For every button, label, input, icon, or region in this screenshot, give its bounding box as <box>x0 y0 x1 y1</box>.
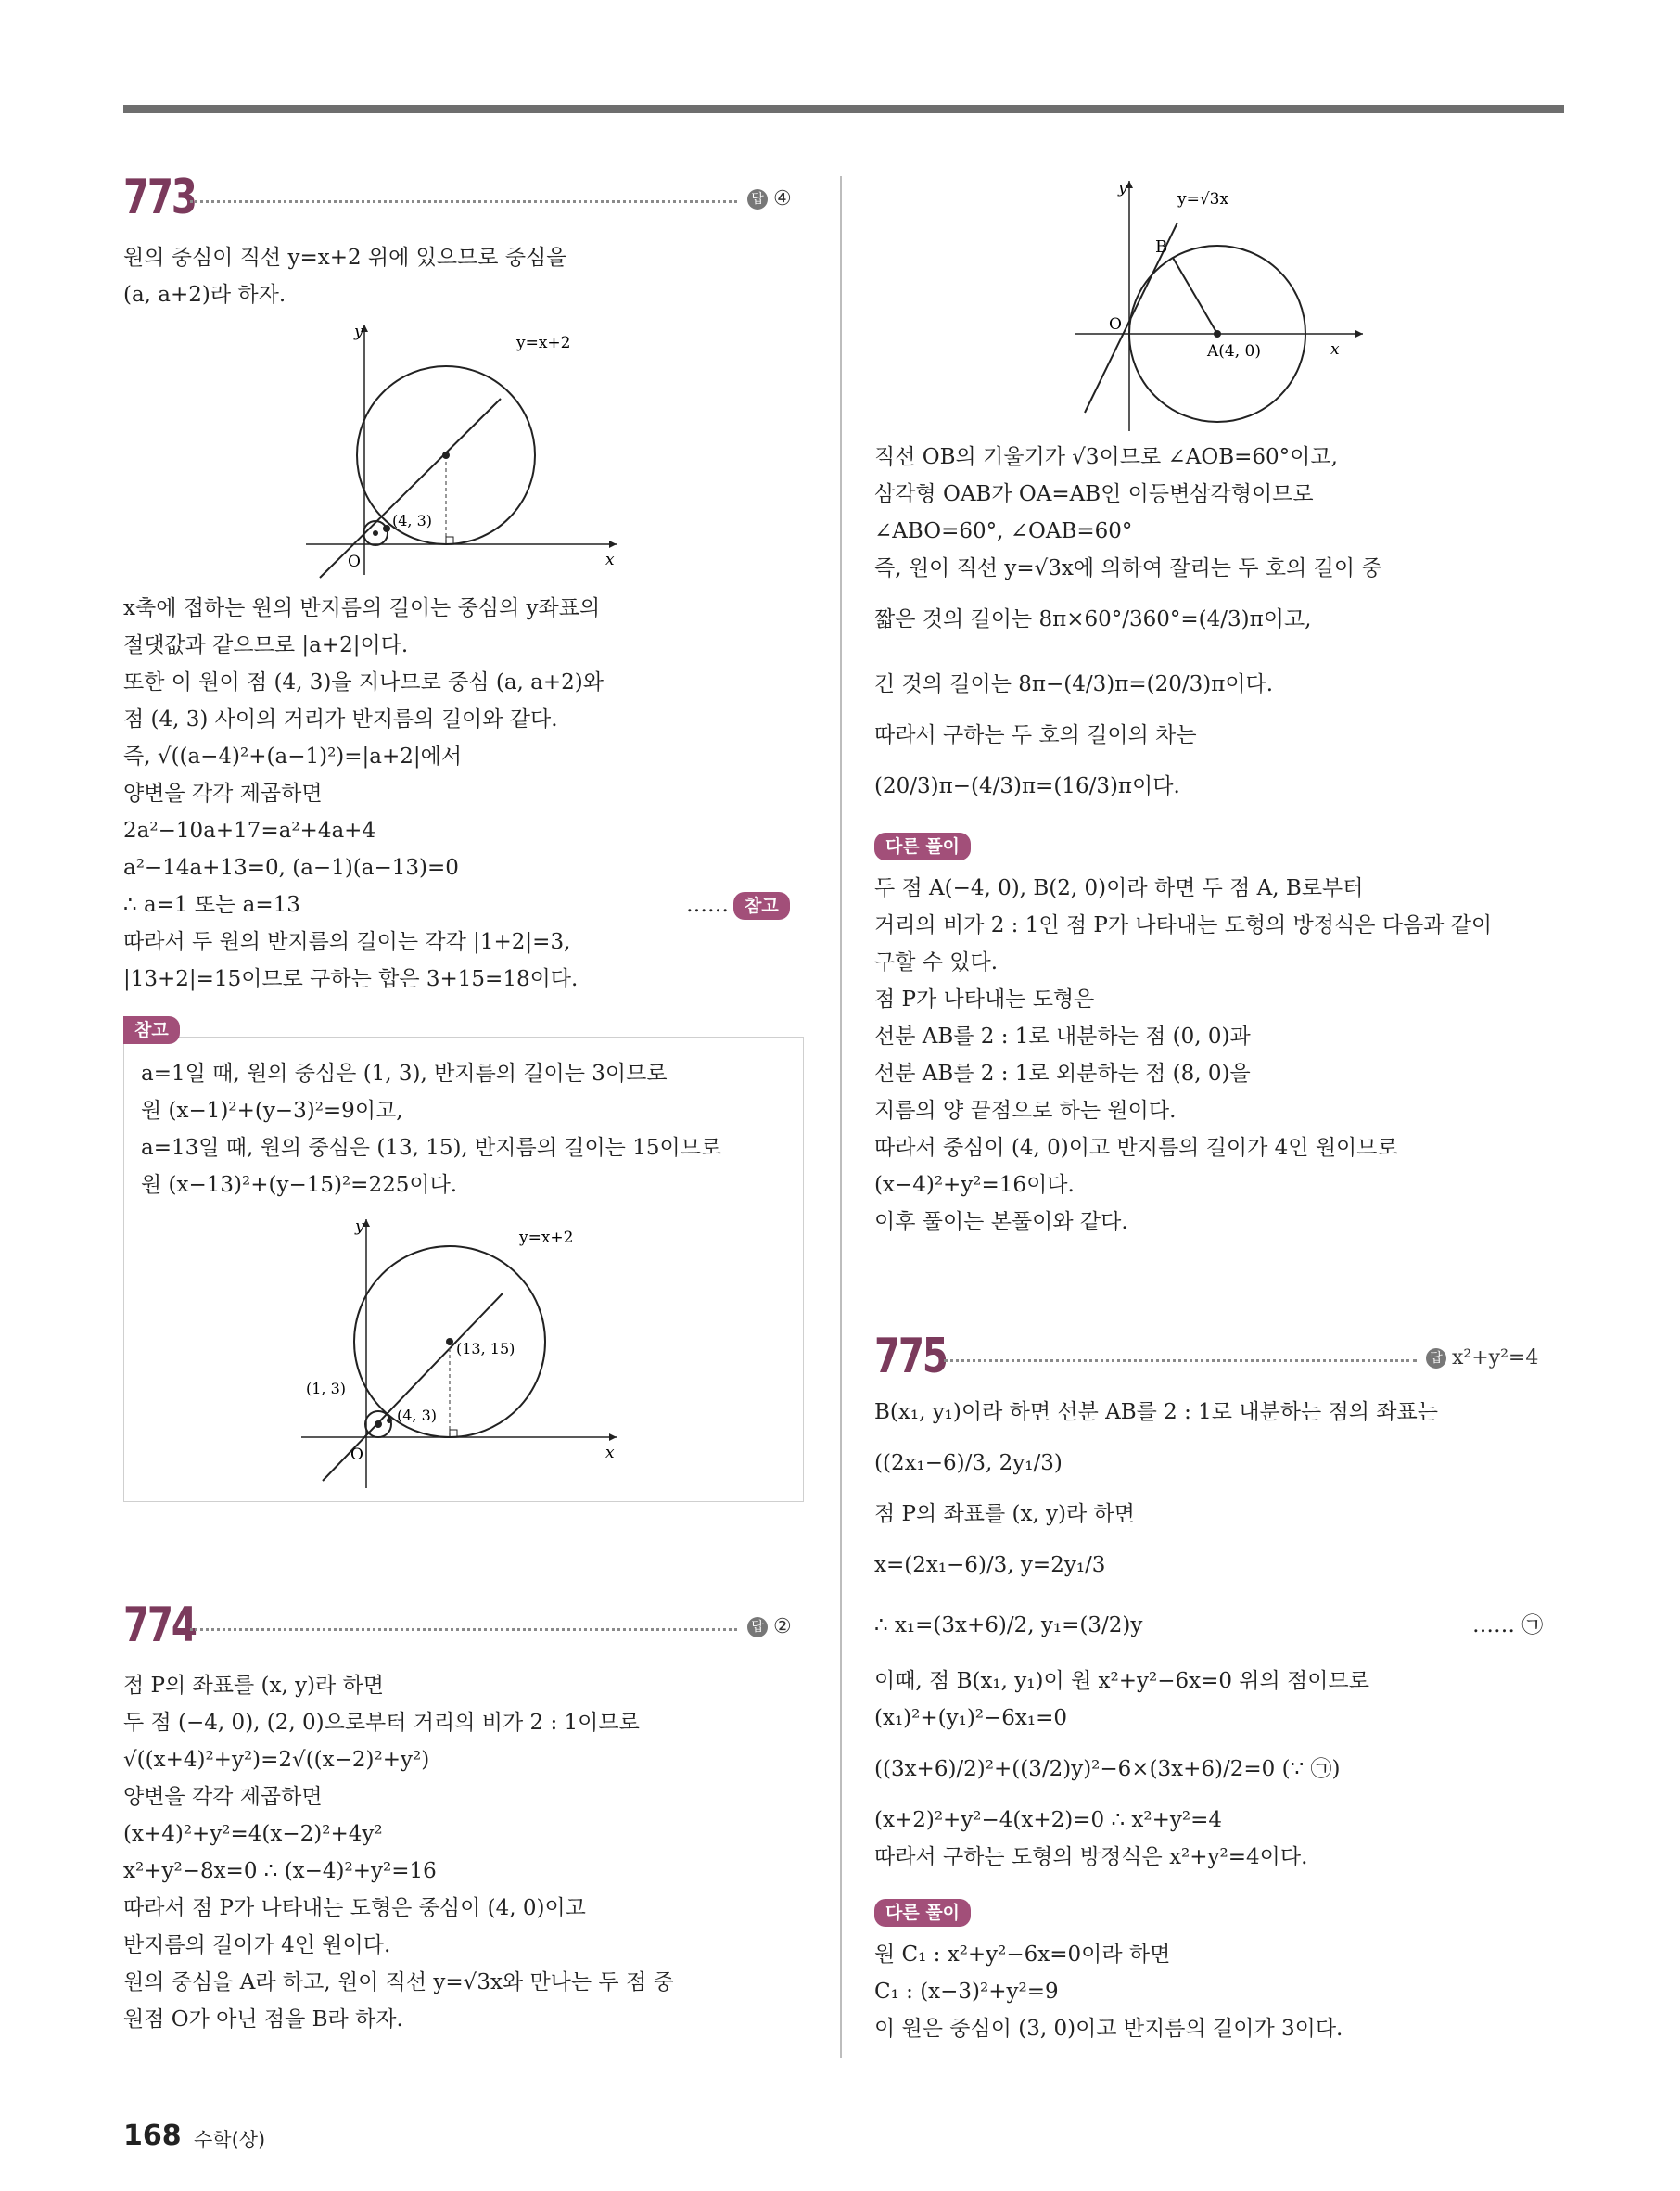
text-line: 선분 AB를 2 : 1로 내분하는 점 (0, 0)과 <box>874 1025 1251 1049</box>
text-line: 지름의 양 끝점으로 하는 원이다. <box>874 1099 1177 1123</box>
note-line: a=13일 때, 원의 중심은 (13, 15), 반지름의 길이는 15이므로 <box>141 1136 722 1160</box>
text-line: 이 원은 중심이 (3, 0)이고 반지름의 길이가 3이다. <box>874 2017 1343 2041</box>
problem-775-leader <box>944 1359 1417 1362</box>
text-line: 두 점 A(−4, 0), B(2, 0)이라 하면 두 점 A, B로부터 <box>874 876 1364 900</box>
x-axis-label: x <box>605 551 615 569</box>
point-a-label: A(4, 0) <box>1207 342 1261 361</box>
text-line: 2a²−10a+17=a²+4a+4 <box>123 819 376 843</box>
problem-773-leader <box>190 200 737 203</box>
text-line: x²+y²−8x=0 ∴ (x−4)²+y²=16 <box>123 1859 437 1883</box>
text-line: 즉, √((a−4)²+(a−1)²)=|a+2|에서 <box>123 745 463 769</box>
text-line: x=(2x₁−6)/3, y=2y₁/3 <box>874 1553 1106 1577</box>
text-line: (20/3)π−(4/3)π=(16/3)π이다. <box>874 774 1180 798</box>
text-line: ∴ x₁=(3x+6)/2, y₁=(3/2)y <box>874 1613 1143 1637</box>
text-line: 원의 중심이 직선 y=x+2 위에 있으므로 중심을 <box>123 246 567 270</box>
text-line: (x₁)²+(y₁)²−6x₁=0 <box>874 1706 1068 1730</box>
line-label: y=√3x <box>1177 190 1229 209</box>
origin-label: O <box>348 553 361 571</box>
problem-775-number: 775 <box>874 1329 947 1384</box>
text-line: ((3x+6)/2)²+((3/2)y)²−6×(3x+6)/2=0 (∵ ㉠) <box>874 1757 1341 1781</box>
answer-mark-icon: 답 <box>1426 1348 1446 1369</box>
text-line: 직선 OB의 기울기가 √3이므로 ∠AOB=60°이고, <box>874 445 1338 469</box>
big-center-label: (13, 15) <box>456 1340 515 1357</box>
point-label: (4, 3) <box>392 512 433 529</box>
text-line: x축에 접하는 원의 반지름의 길이는 중심의 y좌표의 <box>123 596 601 620</box>
page-number: 168 <box>123 2120 182 2152</box>
text-line: 긴 것의 길이는 8π−(4/3)π=(20/3)π이다. <box>874 672 1274 696</box>
answer-value: x²+y²=4 <box>1452 1346 1539 1369</box>
eq-mark: …… ㉠ <box>1472 1613 1544 1637</box>
small-center-label: (1, 3) <box>306 1380 347 1397</box>
origin-label: O <box>1109 315 1122 334</box>
answer-mark-icon: 답 <box>747 189 768 210</box>
text-line: 이때, 점 B(x₁, y₁)이 원 x²+y²−6x=0 위의 점이므로 <box>874 1669 1369 1693</box>
problem-773-answer <box>747 187 792 210</box>
text-line: ∠ABO=60°, ∠OAB=60° <box>874 519 1133 543</box>
text-line: 점 P가 나타내는 도형은 <box>874 987 1095 1012</box>
text-line: (x+2)²+y²−4(x+2)=0 ∴ x²+y²=4 <box>874 1808 1222 1832</box>
text-line: ∴ a=1 또는 a=13 <box>123 893 300 917</box>
text-line: (x+4)²+y²=4(x−2)²+4y² <box>123 1822 383 1846</box>
alt-solution-tag: 다른 풀이 <box>874 1899 971 1927</box>
note-line: 원 (x−1)²+(y−3)²=9이고, <box>141 1099 403 1123</box>
line-label: y=x+2 <box>519 1229 574 1247</box>
ref-tag: 참고 <box>733 892 790 920</box>
text-line: 양변을 각각 제곱하면 <box>123 1785 323 1809</box>
text-line: 따라서 구하는 도형의 방정식은 x²+y²=4이다. <box>874 1845 1308 1869</box>
text-line: B(x₁, y₁)이라 하면 선분 AB를 2 : 1로 내분하는 점의 좌표는 <box>874 1400 1438 1424</box>
x-axis-label: x <box>605 1444 615 1462</box>
alt-solution-tag: 다른 풀이 <box>874 833 971 860</box>
text-line: 점 P의 좌표를 (x, y)라 하면 <box>123 1674 384 1698</box>
note-line: a=1일 때, 원의 중심은 (1, 3), 반지름의 길이는 3이므로 <box>141 1062 668 1086</box>
answer-value: ② <box>773 1615 792 1638</box>
text-line: 따라서 점 P가 나타내는 도형은 중심이 (4, 0)이고 <box>123 1896 586 1920</box>
text-line: 선분 AB를 2 : 1로 외분하는 점 (8, 0)을 <box>874 1062 1251 1086</box>
text-line: 원 C₁ : x²+y²−6x=0이라 하면 <box>874 1943 1171 1967</box>
text-line: 이후 풀이는 본풀이와 같다. <box>874 1210 1128 1234</box>
answer-mark-icon: 답 <box>747 1617 768 1637</box>
text-line: 따라서 두 원의 반지름의 길이는 각각 |1+2|=3, <box>123 930 571 954</box>
text-line: C₁ : (x−3)²+y²=9 <box>874 1980 1059 2004</box>
text-line: 거리의 비가 2 : 1인 점 P가 나타내는 도형의 방정식은 다음과 같이 <box>874 913 1493 937</box>
text-line: ((2x₁−6)/3, 2y₁/3) <box>874 1451 1063 1475</box>
text-line: 즉, 원이 직선 y=√3x에 의하여 잘리는 두 호의 길이 중 <box>874 556 1382 580</box>
text-line: 짧은 것의 길이는 8π×60°/360°=(4/3)π이고, <box>874 607 1312 631</box>
book-title: 수학(상) <box>194 2129 266 2151</box>
figure-773 <box>301 320 626 580</box>
text-line: √((x+4)²+y²)=2√((x−2)²+y²) <box>123 1748 430 1772</box>
text-line: 따라서 구하는 두 호의 길이의 차는 <box>874 723 1197 747</box>
text-line: 원점 O가 아닌 점을 B라 하자. <box>123 2007 403 2032</box>
y-axis-label: y <box>1118 179 1127 197</box>
y-axis-label: y <box>354 323 363 341</box>
note-line: 원 (x−13)²+(y−15)²=225이다. <box>141 1173 458 1197</box>
text-line: 반지름의 길이가 4인 원이다. <box>123 1933 391 1957</box>
text-line: 점 (4, 3) 사이의 거리가 반지름의 길이와 같다. <box>123 707 558 732</box>
point-label: (4, 3) <box>397 1407 438 1424</box>
line-label: y=x+2 <box>516 334 571 352</box>
text-line: (x−4)²+y²=16이다. <box>874 1173 1075 1197</box>
top-rule <box>123 105 1564 113</box>
text-line: 원의 중심을 A라 하고, 원이 직선 y=√3x와 만나는 두 점 중 <box>123 1970 674 1994</box>
text-line: a²−14a+13=0, (a−1)(a−13)=0 <box>123 856 459 880</box>
ref-dots: …… <box>686 893 729 917</box>
problem-773-number: 773 <box>123 170 196 225</box>
text-line: 두 점 (−4, 0), (2, 0)으로부터 거리의 비가 2 : 1이므로 <box>123 1711 640 1735</box>
figure-774 <box>1066 176 1372 436</box>
text-line: 절댓값과 같으므로 |a+2|이다. <box>123 633 409 657</box>
problem-774-number: 774 <box>123 1598 196 1653</box>
text-line: 삼각형 OAB가 OA=AB인 이등변삼각형이므로 <box>874 482 1314 506</box>
problem-774-answer <box>747 1615 792 1638</box>
point-b-label: B <box>1155 237 1168 257</box>
problem-775-answer <box>1426 1346 1538 1369</box>
text-line: (a, a+2)라 하자. <box>123 283 286 307</box>
column-divider <box>840 176 842 2058</box>
y-axis-label: y <box>355 1217 364 1236</box>
note-figure <box>297 1215 630 1493</box>
x-axis-label: x <box>1330 340 1340 359</box>
text-line: 따라서 중심이 (4, 0)이고 반지름의 길이가 4인 원이므로 <box>874 1136 1398 1160</box>
origin-label: O <box>350 1446 363 1464</box>
text-line: 양변을 각각 제곱하면 <box>123 782 323 806</box>
text-line: |13+2|=15이므로 구하는 합은 3+15=18이다. <box>123 967 579 991</box>
answer-value: ④ <box>773 187 792 210</box>
text-line: 점 P의 좌표를 (x, y)라 하면 <box>874 1502 1135 1526</box>
problem-774-leader <box>190 1628 737 1631</box>
note-tag: 참고 <box>123 1016 180 1044</box>
text-line: 또한 이 원이 점 (4, 3)을 지나므로 중심 (a, a+2)와 <box>123 670 604 694</box>
text-line: 구할 수 있다. <box>874 950 999 974</box>
